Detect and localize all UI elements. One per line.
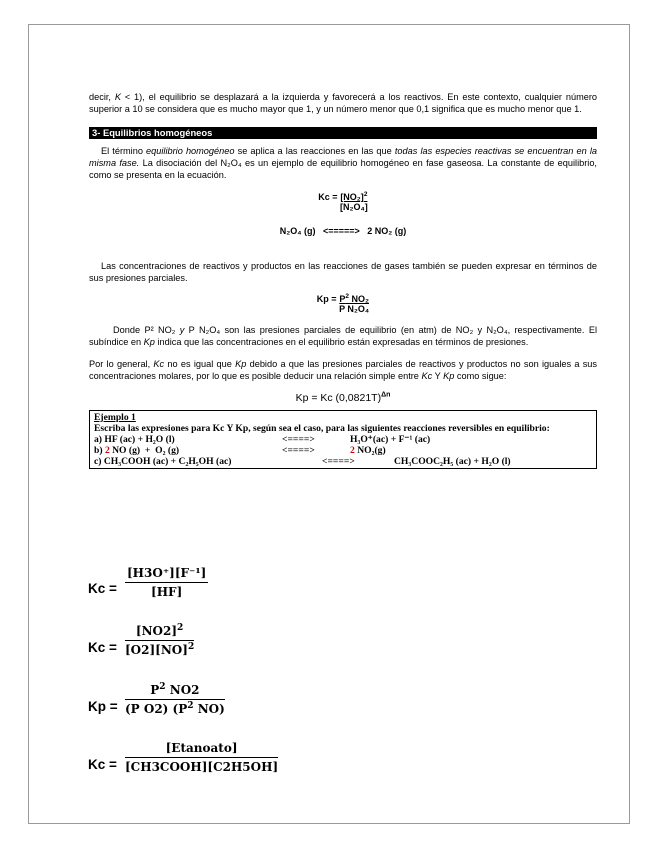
page-content bbox=[89, 91, 597, 469]
example-title: Ejemplo 1 bbox=[94, 412, 136, 423]
equation-kp-no2: Kp = $\frac{P^2 NO_2}{\text{P N₂O₄}}$ bbox=[316, 293, 370, 314]
donde-paragraph: Donde P² NO₂ y P N₂O₄ son las presiones parciales de equilibrio (en atm) de NO₂ y N₂O₄, respectivamente. El subíndice en Kp indica que las concentraciones en el equilibrio están expresadas en términos de presiones. bbox=[89, 325, 597, 347]
pressures-paragraph: Las concentraciones de reactivos y productos en las reacciones de gases también se pueden expresar en términos de sus presiones parciales. bbox=[89, 261, 597, 283]
equation-dissociation: N₂O₄ (g) <=====> 2 NO₂ (g) bbox=[279, 226, 407, 236]
document-page: decir, K ˂ 1), el equilibrio se desplazará a la izquierda y favorecerá a los reactivos. En este contexto, cualquier número superior a 10 se considera que es mucho mayor que 1, y un número menor que 0,1 significa que es mucho menor que 1. 3- Equilibrios homogéneos El término equilibrio homogéneo se aplica a las reacciones en las que todas las especies reactivas se encuentran en la misma fase. La disociación del N₂O₄ es un ejemplo de equilibrio homogéneo en fase gaseosa. La constante de equilibrio, como se presenta en la ecuación. Kc = $\frac{[NO_2]^2}{\text{[N₂O₄]}}$ N₂O₄ (g) <=====> 2 NO₂ (g) Las concentraciones de reactivos y productos en las reacciones de gases también se pueden expresar en términos de sus presiones parciales. Kp = $\frac{P^2 NO_2}{\text{P N₂O₄}}$ Donde P² NO₂ y P N₂O₄ son las presiones parciales de equilibrio (en atm) de NO₂ y N₂O₄, respectivamente. El subíndice en Kp indica que las concentraciones en el equilibrio están expresadas en términos de presiones. Por lo general, Kc no es igual que Kp debido a que las presiones parciales de reactivos y productos no son iguales a sus concentraciones molares, por lo que es posible deducir una relación simple entre Kc Y Kp como sigue: Kp = Kc $(0,0821T)^{\Delta n}$ Ejemplo 1 Escriba las expresiones para Kc Y Kp, según sea el caso, para las siguientes reacciones reversibles en equilibrio: a) HF (ac) + H₂O (l) <====> H₃O⁺(ac) + F⁻¹ (ac) b) 2 NO (g) + O₂ (g) <====> 2 NO₂(g) c) CH₃COOH (ac) + C₂H₅OH (ac) <====> CH₃COOC₂H₅ (ac) + H₂O (l) Kc = $\frac{\text{[H3O⁺][F⁻¹]}}{[HF]}$ Kc = $\frac{[NO2]^2}{[O2][NO]^2}$ Kp = $\frac{P^2 NO2}{(P O2) (P^2 NO)}$ Kc = [Etanoato] [CH3COOH][C2H5OH] bbox=[28, 24, 630, 824]
equation-kc-no2: Kc = $\frac{[NO_2]^2}{\text{[N₂O₄]}}$ bbox=[318, 191, 368, 212]
reaction-c: c) CH₃COOH (ac) + C₂H₅OH (ac) <====> CH₃COOC₂H₅ (ac) + H₂O (l) bbox=[94, 456, 511, 467]
section-heading: 3- Equilibrios homogéneos bbox=[89, 127, 597, 139]
homogeneous-paragraph: El término equilibrio homogéneo se aplica a las reacciones en las que todas las especies reactivas se encuentran en la misma fase. La disociación del N₂O₄ es un ejemplo de equilibrio homogéneo en fase gaseosa. La constante de equilibrio, como se presenta en la ecuación. bbox=[89, 146, 597, 180]
intro-paragraph: decir, K ˂ 1), el equilibrio se desplazará a la izquierda y favorecerá a los reactivos. En este contexto, cualquier número superior a 10 se considera que es mucho mayor que 1, y un número menor que 0,1 significa que es mucho menor que 1. bbox=[89, 92, 597, 114]
example-box bbox=[89, 410, 597, 469]
equation-kp-kc-relation: Kp = Kc $(0,0821T)^{\Delta n}$ bbox=[295, 391, 391, 404]
reaction-b: b) 2 NO (g) + O₂ (g) <====> 2 NO₂(g) bbox=[94, 445, 386, 456]
reaction-a: a) HF (ac) + H₂O (l) <====> H₃O⁺(ac) + F⁻¹ (ac) bbox=[94, 434, 431, 445]
example-instructions: Escriba las expresiones para Kc Y Kp, según sea el caso, para las siguientes reacciones reversibles en equilibrio: bbox=[94, 423, 550, 434]
general-paragraph: Por lo general, Kc no es igual que Kp debido a que las presiones parciales de reactivos y productos no son iguales a sus concentraciones molares, por lo que es posible deducir una relación simple entre Kc Y Kp como sigue: bbox=[89, 359, 597, 381]
